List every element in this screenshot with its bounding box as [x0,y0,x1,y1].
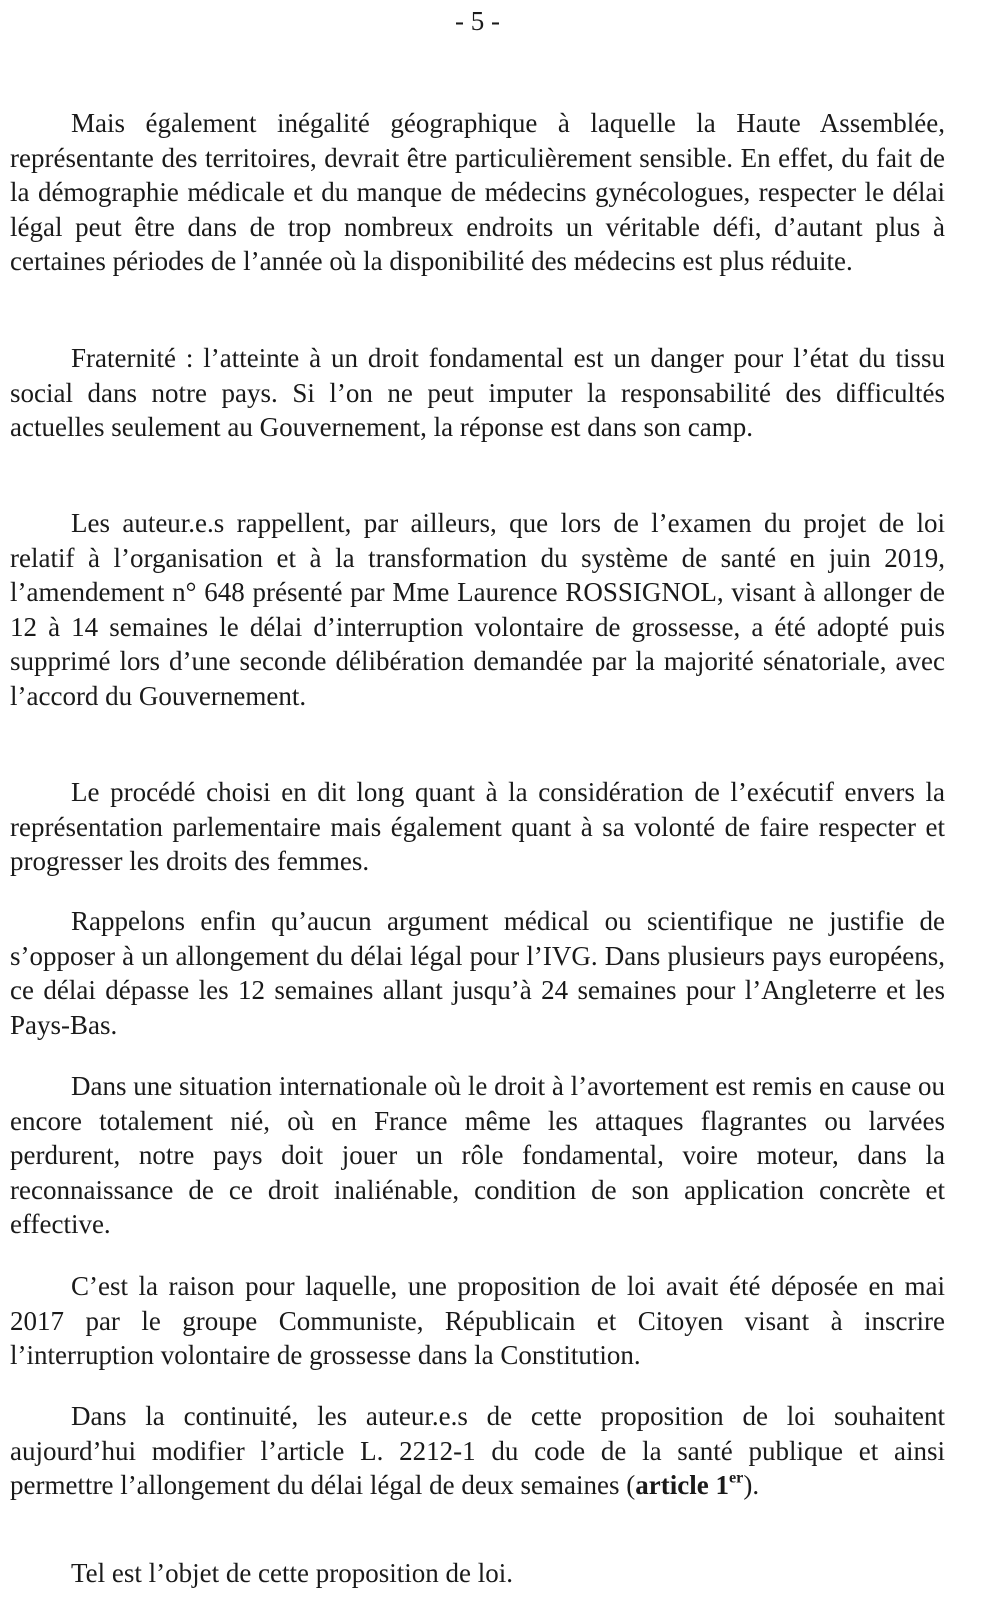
paragraph-2017-proposal: C’est la raison pour laquelle, une proposition de loi avait été déposée en mai 2017 par le groupe Communiste, Républicain et Citoyen visant à inscrire l’interruption volontaire de grossesse dans la Constitution. [10,1271,945,1371]
paragraph-geographic-inequality: Mais également inégalité géographique à laquelle la Haute Assemblée, représentante des territoires, devrait être particulièrement sensible. En effet, du fait de la démographie médicale et du manque de médecins gynécologues, respecter le délai légal peut être dans de trop nombreux endroits un véritable défi, d’autant plus à certaines périodes de l’année où la disponibilité des médecins est plus réduite. [10,108,945,277]
article-reference: article 1er [635,1468,744,1501]
paragraph-article-text: Dans la continuité, les auteur.e.s de cette proposition de loi souhaitent aujourd’hui modifier l’article L. 2212-1 du code de la santé publique et ainsi permettre l’allongement du délai légal de deux semaines ( [10,1401,945,1501]
paragraph-procedure: Le procédé choisi en dit long quant à la considération de l’exécutif envers la représentation parlementaire mais également quant à sa volonté de faire respecter et progresser les droits des femmes. [10,777,945,877]
paragraph-fraternity: Fraternité : l’atteinte à un droit fondamental est un danger pour l’état du tissu social dans notre pays. Si l’on ne peut imputer la responsabilité des difficultés actuelles seulement au Gouvernement, la réponse est dans son camp. [10,343,945,443]
paragraph-closing: Tel est l’objet de cette proposition de loi. [71,1558,513,1588]
article-ordinal-superscript: er [728,1468,744,1487]
page-number: - 5 - [455,6,500,36]
paragraph-article-closing: ). [743,1470,760,1501]
paragraph-amendment-648: Les auteur.e.s rappellent, par ailleurs, que lors de l’examen du projet de loi relatif à l’organisation et à la transformation du système de santé en juin 2019, l’amendement n° 648 présenté par Mme Laurence ROSSIGNOL, visant à allonger de 12 à 14 semaines le délai d’interruption volontaire de grossesse, a été adopté puis supprimé lors d’une seconde délibération demandée par la majorité sénatoriale, avec l’accord du Gouvernement. [10,508,945,711]
paragraph-international-situation: Dans une situation internationale où le droit à l’avortement est remis en cause ou encore totalement nié, où en France même les attaques flagrantes ou larvées perdurent, notre pays doit jouer un rôle fondamental, voire moteur, dans la reconnaissance de ce droit inaliénable, condition de son application concrète et effective. [10,1071,945,1240]
paragraph-article-modification [10,1399,945,1503]
paragraph-medical-argument: Rappelons enfin qu’aucun argument médical ou scientifique ne justifie de s’opposer à un allongement du délai légal pour l’IVG. Dans plusieurs pays européens, ce délai dépasse les 12 semaines allant jusqu’à 24 semaines pour l’Angleterre et les Pays-Bas. [10,906,945,1040]
